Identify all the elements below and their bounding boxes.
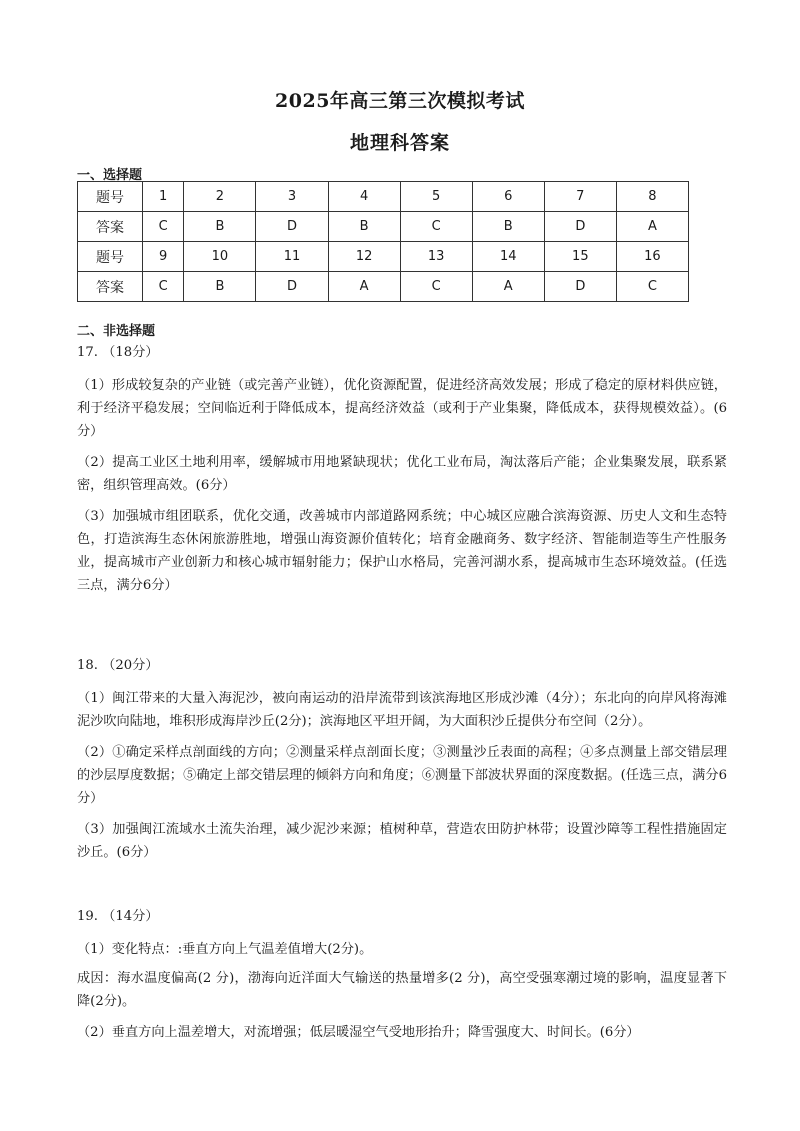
table-cell: A — [616, 212, 688, 242]
table-cell: C — [616, 272, 688, 302]
table-cell: D — [544, 272, 616, 302]
page-title: 2025年高三第三次模拟考试 — [275, 90, 525, 112]
table-cell: 8 — [616, 182, 688, 212]
section-heading-free-response: 二、非选择题 — [77, 324, 156, 339]
table-row-answers-1 — [78, 212, 689, 242]
answer-paragraph: （1）变化特点：:垂直方向上气温差值增大(2分)。 — [77, 942, 373, 957]
table-cell: A — [328, 272, 400, 302]
answer-paragraph: （3）加强闽江流域水土流失治理，减少泥沙来源；植树种草，营造农田防护林带；设置沙障等工程性措施固定沙丘。(6分） — [77, 822, 727, 860]
table-cell: A — [472, 272, 544, 302]
table-cell: 15 — [544, 242, 616, 272]
table-cell: 2 — [184, 182, 256, 212]
answer-paragraph: （2）①确定采样点剖面线的方向；②测量采样点剖面长度；③测量沙丘表面的高程；④多点测量上部交错层理的沙层厚度数据；⑤确定上部交错层理的倾斜方向和角度；⑥测量下部波状界面的深度数据。(任选三点，满分6分） — [77, 745, 727, 806]
answer-paragraph: （1）形成较复杂的产业链（或完善产业链），优化资源配置，促进经济高效发展；形成了稳定的原材料供应链，利于经济平稳发展；空间临近利于降低成本，提高经济效益（或利于产业集聚，降低成本，获得规模效益）。(6分） — [77, 378, 727, 439]
question-17-heading: 17. （18分） — [77, 345, 159, 360]
table-cell: B — [472, 212, 544, 242]
table-cell: 1 — [143, 182, 184, 212]
answer-paragraph: （2）垂直方向上温差增大，对流增强；低层暖湿空气受地形抬升；降雪强度大、时间长。(6分） — [77, 1025, 640, 1040]
row-label-question-number: 题号 — [78, 242, 143, 272]
section-heading-multiple-choice: 一、选择题 — [77, 168, 143, 183]
table-cell: C — [400, 212, 472, 242]
table-cell: C — [143, 212, 184, 242]
table-cell: 12 — [328, 242, 400, 272]
question-19-block — [77, 905, 727, 1044]
row-label-answer: 答案 — [78, 212, 143, 242]
row-label-question-number: 题号 — [78, 182, 143, 212]
table-cell: D — [256, 272, 328, 302]
answer-paragraph: （1）闽江带来的大量入海泥沙，被向南运动的沿岸流带到该滨海地区形成沙滩（4分）；东北向的向岸风将海滩泥沙吹向陆地，堆积形成海岸沙丘(2分)；滨海地区平坦开阔，为大面积沙丘提供分布空间（2分）。 — [77, 691, 727, 729]
table-cell: C — [143, 272, 184, 302]
row-label-answer: 答案 — [78, 272, 143, 302]
answer-paragraph: （3）加强城市组团联系，优化交通，改善城市内部道路网系统；中心城区应融合滨海资源、历史人文和生态特色，打造滨海生态休闲旅游胜地，增强山海资源价值转化；培育金融商务、数字经济、智能制造等生产性服务业，提高城市产业创新力和核心城市辐射能力；保护山水格局，完善河湖水系，提高城市生态环境效益。(任选三点，满分6分） — [77, 509, 727, 593]
table-cell: 14 — [472, 242, 544, 272]
page-subtitle: 地理科答案 — [349, 132, 450, 154]
table-cell: D — [544, 212, 616, 242]
table-row-numbers-2 — [78, 242, 689, 272]
answer-paragraph: 成因：海水温度偏高(2 分)，渤海向近洋面大气输送的热量增多(2 分)，高空受强寒潮过境的影响，温度显著下降(2分)。 — [77, 971, 727, 1009]
table-cell: 6 — [472, 182, 544, 212]
question-18-block — [77, 654, 727, 864]
multiple-choice-answer-table — [77, 181, 689, 302]
table-cell: C — [400, 272, 472, 302]
table-cell: 11 — [256, 242, 328, 272]
table-cell: 3 — [256, 182, 328, 212]
table-cell: B — [328, 212, 400, 242]
answer-paragraph: （2）提高工业区土地利用率，缓解城市用地紧缺现状；优化工业布局，淘汰落后产能；企业集聚发展，联系紧密，组织管理高效。(6分） — [77, 455, 727, 493]
table-cell: 4 — [328, 182, 400, 212]
table-cell: 7 — [544, 182, 616, 212]
table-cell: B — [184, 272, 256, 302]
table-cell: 13 — [400, 242, 472, 272]
question-19-heading: 19. （14分） — [77, 909, 159, 924]
table-cell: D — [256, 212, 328, 242]
table-cell: 5 — [400, 182, 472, 212]
table-row-answers-2 — [78, 272, 689, 302]
table-cell: B — [184, 212, 256, 242]
question-18-heading: 18. （20分） — [77, 658, 159, 673]
table-cell: 10 — [184, 242, 256, 272]
table-row-numbers-1 — [78, 182, 689, 212]
table-cell: 9 — [143, 242, 184, 272]
table-cell: 16 — [616, 242, 688, 272]
question-17-block — [77, 341, 727, 597]
